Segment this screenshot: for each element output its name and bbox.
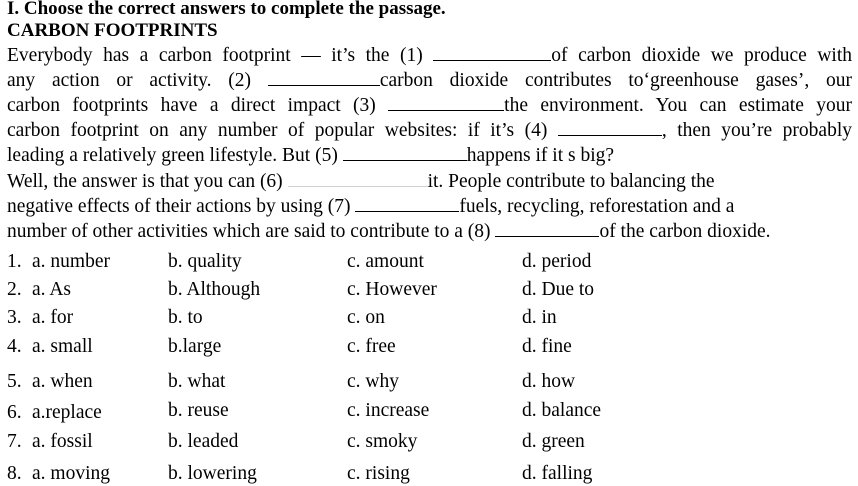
passage-text: happens if it s big? — [466, 145, 615, 166]
option-d[interactable]: d. balance — [522, 400, 602, 421]
passage-line-6 — [7, 170, 852, 194]
option-b[interactable]: b. to — [168, 307, 203, 328]
blank-7[interactable] — [355, 196, 459, 212]
option-a[interactable]: a. for — [32, 307, 74, 328]
blank-6[interactable] — [288, 171, 428, 187]
passage-text: of the carbon dioxide. — [599, 221, 771, 242]
option-d[interactable]: d. green — [522, 431, 585, 452]
passage-text: number of other activities which are said to contribute to a (8) — [7, 221, 491, 242]
option-c[interactable]: c. on — [347, 307, 385, 328]
blank-2[interactable] — [268, 70, 380, 86]
option-d[interactable]: d. falling — [522, 463, 593, 484]
question-number: 3. — [7, 307, 22, 328]
passage-text: leading a relatively green lifestyle. But (5) — [7, 145, 338, 166]
passage-line-2 — [7, 69, 852, 93]
option-d[interactable]: d. fine — [522, 336, 572, 357]
question-number: 1. — [7, 251, 22, 272]
option-d[interactable]: d. Due to — [522, 279, 595, 300]
option-b[interactable]: b. reuse — [168, 400, 229, 421]
section-heading: I. Choose the correct answers to complete the passage. — [7, 0, 446, 19]
option-a[interactable]: a. fossil — [32, 431, 93, 452]
option-b[interactable]: b. quality — [168, 251, 242, 272]
passage-line-5 — [7, 144, 852, 168]
option-b[interactable]: b. lowering — [168, 463, 257, 484]
blank-4[interactable] — [558, 120, 662, 136]
option-a[interactable]: a.replace — [32, 402, 102, 423]
option-d[interactable]: d. in — [522, 307, 557, 328]
question-number: 4. — [7, 336, 22, 357]
passage-line-1 — [7, 44, 852, 68]
blank-3[interactable] — [388, 95, 504, 111]
question-number: 6. — [7, 402, 22, 423]
passage-text: it. People contribute to balancing the — [427, 171, 715, 192]
option-b[interactable]: b. leaded — [168, 431, 239, 452]
option-d[interactable]: d. how — [522, 371, 576, 392]
option-c[interactable]: c. However — [347, 279, 437, 300]
option-c[interactable]: c. smoky — [347, 431, 418, 452]
passage-text: of carbon dioxide we produce with — [551, 45, 853, 66]
blank-5[interactable] — [343, 145, 467, 161]
option-c[interactable]: c. amount — [347, 251, 424, 272]
question-number: 8. — [7, 463, 22, 484]
passage-text: the environment. You can estimate your — [504, 95, 852, 116]
passage-title: CARBON FOOTPRINTS — [7, 20, 218, 41]
passage-text: carbon dioxide contributes to‘greenhouse gases’, our — [379, 70, 853, 91]
passage-text: Well, the answer is that you can (6) — [7, 171, 283, 192]
option-a[interactable]: a. number — [32, 251, 110, 272]
option-c[interactable]: c. why — [347, 371, 399, 392]
blank-8[interactable] — [495, 221, 599, 237]
passage-text: negative effects of their actions by using (7) — [7, 196, 351, 217]
question-number: 5. — [7, 371, 22, 392]
option-c[interactable]: c. increase — [347, 400, 430, 421]
option-a[interactable]: a. As — [32, 279, 71, 300]
option-b[interactable]: b. Although — [168, 279, 261, 300]
option-a[interactable]: a. small — [32, 336, 93, 357]
question-number: 7. — [7, 431, 22, 452]
passage-line-7 — [7, 195, 852, 219]
option-d[interactable]: d. period — [522, 251, 592, 272]
passage-line-3 — [7, 94, 852, 118]
passage-text: carbon footprints have a direct impact (3) — [7, 95, 376, 116]
passage-line-4 — [7, 119, 852, 143]
passage-text: any action or activity. (2) — [7, 70, 252, 91]
option-b[interactable]: b.large — [168, 336, 222, 357]
passage-text: Everybody has a carbon footprint — it’s the (1) — [7, 45, 423, 66]
passage-text: carbon footprint on any number of popular websites: if it’s (4) — [7, 120, 548, 141]
passage-line-8 — [7, 220, 852, 244]
passage-text: fuels, recycling, reforestation and a — [459, 196, 735, 217]
question-number: 2. — [7, 279, 22, 300]
option-c[interactable]: c. free — [347, 336, 396, 357]
option-a[interactable]: a. moving — [32, 463, 110, 484]
option-c[interactable]: c. rising — [347, 463, 410, 484]
option-b[interactable]: b. what — [168, 371, 226, 392]
blank-1[interactable] — [433, 45, 551, 61]
passage-text: , then you’re probably — [661, 120, 853, 141]
option-a[interactable]: a. when — [32, 371, 93, 392]
